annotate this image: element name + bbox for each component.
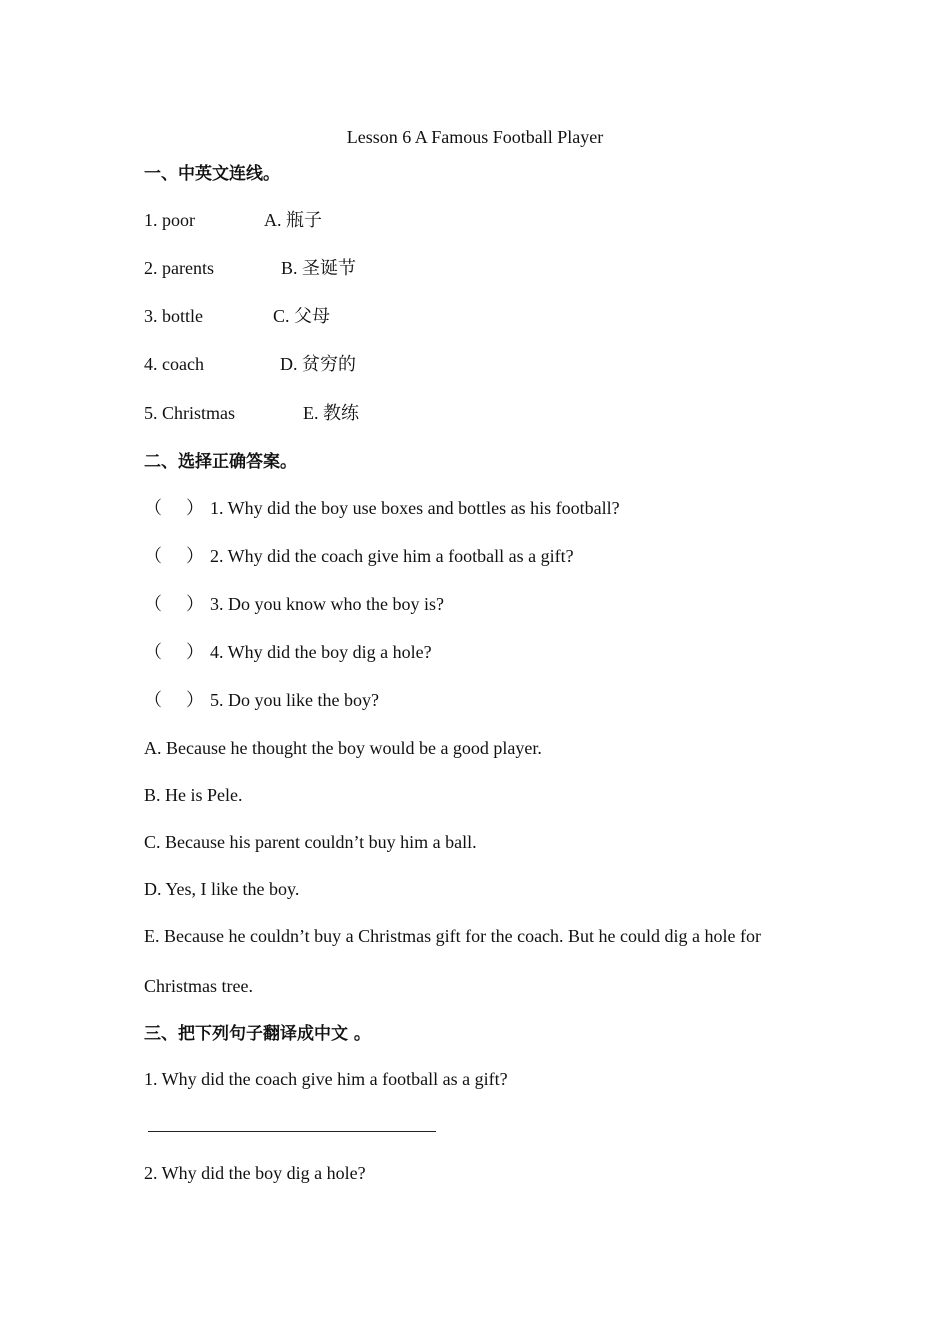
answer-option: E. Because he couldn’t buy a Christmas gift for the coach. But he could dig a hole for: [144, 926, 762, 946]
answer-blank[interactable]: （ ）: [144, 546, 204, 566]
section-3-heading: 三、把下列句子翻译成中文 。: [144, 1024, 371, 1044]
question-row: [144, 545, 574, 567]
matching-english-word: 2. parents: [144, 258, 214, 278]
answer-option: D. Yes, I like the boy.: [144, 879, 300, 899]
answer-option: C. Because his parent couldn’t buy him a ball.: [144, 832, 477, 852]
section-2-heading: 二、选择正确答案。: [144, 452, 297, 472]
answer-blank[interactable]: （ ）: [144, 594, 204, 614]
matching-english-word: 1. poor: [144, 210, 195, 230]
question-row: [144, 593, 444, 615]
translation-item: 1. Why did the coach give him a football as a gift?: [144, 1069, 508, 1089]
answer-writing-line[interactable]: [148, 1131, 436, 1132]
section-1-heading: 一、中英文连线。: [144, 164, 280, 184]
matching-chinese-word: E. 教练: [303, 403, 359, 423]
answer-blank[interactable]: （ ）: [144, 690, 204, 710]
answer-blank[interactable]: （ ）: [144, 498, 204, 518]
question-row: [144, 641, 432, 663]
answer-option: A. Because he thought the boy would be a good player.: [144, 738, 542, 758]
translation-item: 2. Why did the boy dig a hole?: [144, 1163, 366, 1183]
question-text: 2. Why did the coach give him a football as a gift?: [210, 546, 574, 566]
question-text: 1. Why did the boy use boxes and bottles as his football?: [210, 498, 620, 518]
matching-chinese-word: B. 圣诞节: [281, 258, 357, 278]
question-row: [144, 689, 379, 711]
matching-english-word: 5. Christmas: [144, 403, 236, 423]
question-text: 5. Do you like the boy?: [210, 690, 379, 710]
answer-blank[interactable]: （ ）: [144, 642, 204, 662]
matching-chinese-word: A. 瓶子: [264, 210, 322, 230]
answer-option: B. He is Pele.: [144, 785, 243, 805]
matching-row: [144, 209, 195, 231]
answer-option-continued: Christmas tree.: [144, 976, 253, 996]
matching-english-word: 4. coach: [144, 354, 204, 374]
matching-english-word: 3. bottle: [144, 306, 203, 326]
question-text: 4. Why did the boy dig a hole?: [210, 642, 432, 662]
matching-chinese-word: D. 贫穷的: [280, 354, 356, 374]
matching-chinese-word: C. 父母: [273, 306, 331, 326]
question-text: 3. Do you know who the boy is?: [210, 594, 444, 614]
question-row: [144, 497, 620, 519]
page-title: Lesson 6 A Famous Football Player: [346, 127, 604, 147]
